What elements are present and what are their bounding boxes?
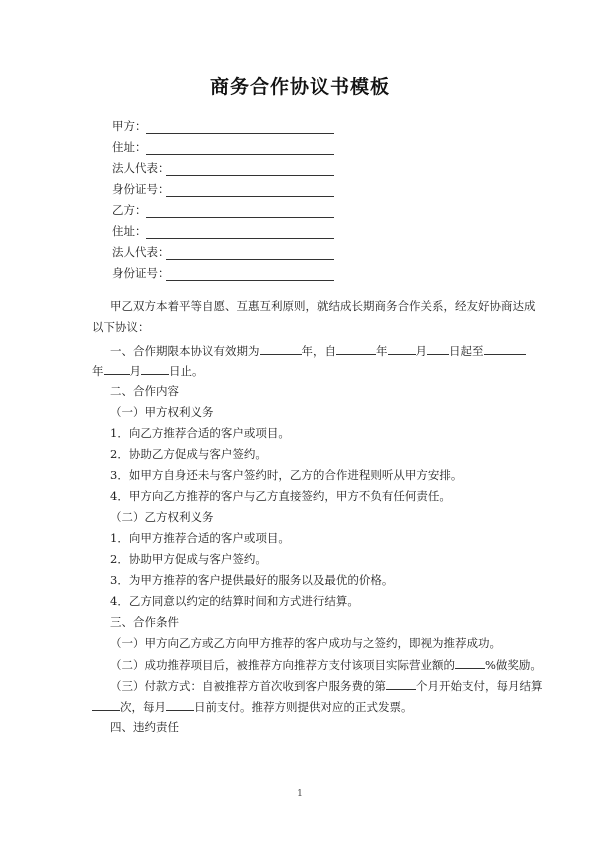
field-label: 甲方： <box>112 119 147 133</box>
blank-line <box>166 175 334 176</box>
blank-start-day <box>427 342 449 355</box>
condition-1: （一）甲方向乙方或乙方向甲方推荐的客户成功与之签约，即视为推荐成功。 <box>110 636 501 650</box>
section-2-2-heading: （二）乙方权利义务 <box>110 510 214 524</box>
party-a-legal-rep-field <box>112 160 170 176</box>
blank-line <box>166 259 334 260</box>
page-number: 1 <box>297 789 303 799</box>
party-a-item-4: 4．甲方向乙方推荐的客户与乙方直接签约，甲方不负有任何责任。 <box>110 489 451 503</box>
party-a-address-field <box>112 139 147 155</box>
blank-start-month <box>388 342 416 355</box>
blank-years <box>260 342 302 355</box>
field-label: 住址： <box>112 140 147 154</box>
blank-settlement-times <box>92 698 120 711</box>
term-clause-line-2: 年 月 日止。 <box>92 364 204 378</box>
section-2-1-heading: （一）甲方权利义务 <box>110 405 214 419</box>
party-b-item-4: 4．乙方同意以约定的结算时间和方式进行结算。 <box>110 594 359 608</box>
party-b-field <box>112 202 147 218</box>
blank-line <box>146 133 334 134</box>
blank-end-day <box>141 362 169 375</box>
blank-payment-day <box>166 698 194 711</box>
condition-3-line-1: （三）付款方式：自被推荐方首次收到客户服务费的第 个月开始支付，每月结算 <box>110 679 543 693</box>
field-label: 身份证号： <box>112 182 170 196</box>
party-a-field <box>112 118 147 134</box>
party-b-id-field <box>112 265 170 281</box>
blank-line <box>166 280 334 281</box>
party-a-item-2: 2．协助乙方促成与客户签约。 <box>110 447 267 461</box>
party-b-address-field <box>112 223 147 239</box>
blank-month-number <box>386 677 416 690</box>
blank-line <box>146 238 334 239</box>
term-clause-line-1: 一、合作期限本协议有效期为 年，自 年 月 日起至 <box>110 342 526 359</box>
document-title: 商务合作协议书模板 <box>209 76 390 98</box>
field-label: 法人代表： <box>112 245 170 259</box>
section-2-heading: 二、合作内容 <box>110 384 179 398</box>
party-b-item-3: 3．为甲方推荐的客户提供最好的服务以及最优的价格。 <box>110 573 394 587</box>
section-3-heading: 三、合作条件 <box>110 615 179 629</box>
blank-line <box>166 196 334 197</box>
party-a-id-field <box>112 181 170 197</box>
party-b-item-1: 1．向甲方推荐合适的客户或项目。 <box>110 531 290 545</box>
field-label: 身份证号： <box>112 266 170 280</box>
condition-2: （二）成功推荐项目后，被推荐方向推荐方支付该项目实际营业额的 %做奖励。 <box>110 658 542 672</box>
blank-end-year-part <box>484 342 526 355</box>
field-label: 住址： <box>112 224 147 238</box>
blank-start-year <box>336 342 376 355</box>
blank-line <box>146 217 334 218</box>
field-label: 法人代表： <box>112 161 170 175</box>
party-a-item-3: 3．如甲方自身还未与客户签约时，乙方的合作进程则听从甲方安排。 <box>110 468 463 482</box>
intro-line-2: 以下协议： <box>92 320 150 334</box>
intro-line-1: 甲乙双方本着平等自愿、互惠互利原则，就结成长期商务合作关系，经友好协商达成 <box>110 299 536 313</box>
field-label: 乙方： <box>112 203 147 217</box>
blank-percentage <box>455 656 485 669</box>
party-b-legal-rep-field <box>112 244 170 260</box>
section-4-heading: 四、违约责任 <box>110 720 179 734</box>
blank-line <box>146 154 334 155</box>
party-b-item-2: 2．协助甲方促成与客户签约。 <box>110 552 267 566</box>
condition-3-line-2: 次，每月 日前支付。推荐方则提供对应的正式发票。 <box>92 698 413 715</box>
blank-end-month <box>104 362 130 375</box>
party-a-item-1: 1．向乙方推荐合适的客户或项目。 <box>110 426 290 440</box>
